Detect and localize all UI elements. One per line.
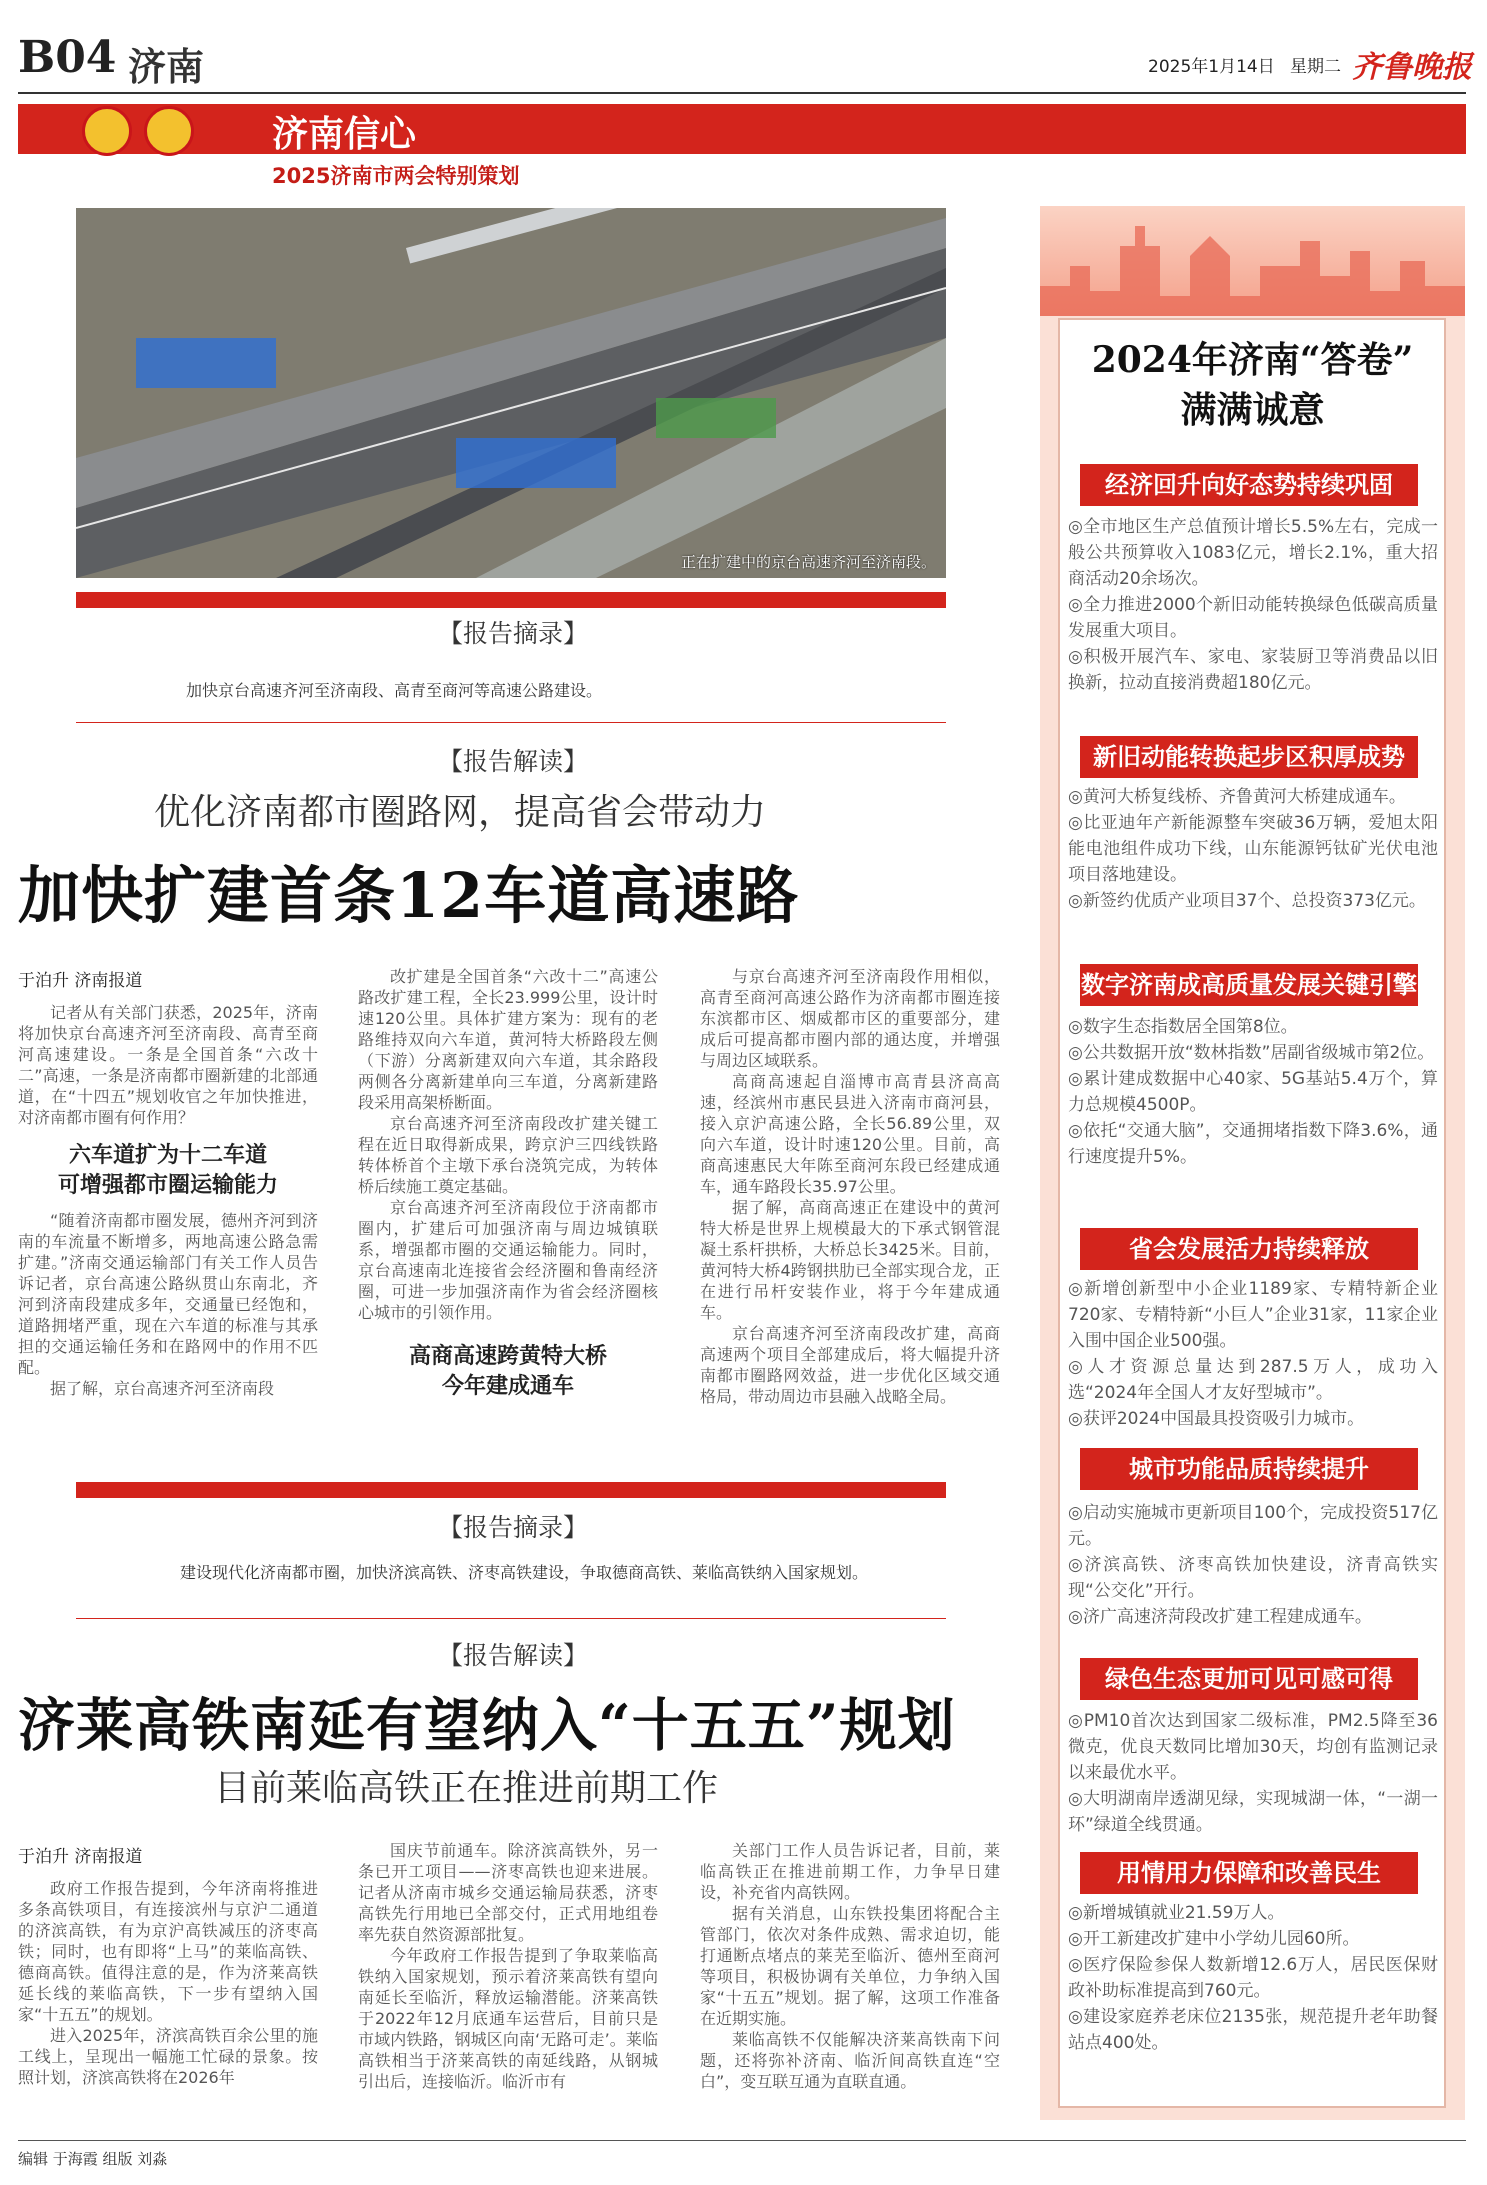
banner-title: 济南信心 <box>272 113 417 155</box>
article-column-3 <box>700 966 1000 1407</box>
sidebar-text: ◎数字生态指数居全国第8位。 ◎公共数据开放“数林指数”居副省级城市第2位。 ◎累计建成数据中心40家、5G基站5.4万个，算力总规模4500P。 ◎依托“交通大脑”，交通拥堵指数下降3.6%，通行速度提升5%。 <box>1068 1017 1438 1167</box>
article-column-2 <box>358 966 658 1401</box>
article-byline: 于泊升 济南报道 <box>18 1847 143 1867</box>
sidebar-heading: 经济回升向好态势持续巩固 <box>1080 464 1418 506</box>
column-subhead: 高商高速跨黄特大桥 今年建成通车 <box>408 1343 607 1399</box>
article-subtitle: 目前莱临高铁正在推进前期工作 <box>214 1768 719 1809</box>
paragraph: 记者从有关部门获悉，2025年，济南将加快京台高速齐河至济南段、高青至商河高速建设。一条是全国首条“六改十二”高速，一条是济南都市圈新建的北部通道，在“十四五”规划收官之年加快推进，对济南都市圈有何作用？ <box>18 1003 318 1127</box>
sidebar-text: ◎全市地区生产总值预计增长5.5%左右，完成一般公共预算收入1083亿元，增长2.1%，重大招商活动20余场次。 ◎全力推进2000个新旧动能转换绿色低碳高质量发展重大项目。 ◎积极开展汽车、家电、家装厨卫等消费品以旧换新，拉动直接消费超180亿元。 <box>1068 517 1438 693</box>
sidebar-text: ◎黄河大桥复线桥、齐鲁黄河大桥建成通车。 ◎比亚迪年产新能源整车突破36万辆，爱旭太阳能电池组件成功下线，山东能源钙钛矿光伏电池项目落地建设。 ◎新签约优质产业项目37个、总投资373亿元。 <box>1068 787 1438 911</box>
thin-rule <box>76 722 946 723</box>
header-rule <box>18 92 1466 94</box>
paragraph: 国庆节前通车。除济滨高铁外，另一条已开工项目——济枣高铁也迎来进展。记者从济南市城乡交通运输局获悉，济枣高铁先行用地已全部交付，正式用地组卷率先获自然资源部批复。 <box>358 1841 658 1944</box>
section-divider-bar <box>76 1482 946 1498</box>
excerpt-label: 【报告摘录】 <box>438 619 589 648</box>
paragraph: 政府工作报告提到，今年济南将推进多条高铁项目，有连接滨州与京沪二通道的济滨高铁，有为京沪高铁减压的济枣高铁；同时，也有即将“上马”的莱临高铁、德商高铁。值得注意的是，作为济莱高铁延长线的莱临高铁，下一步有望纳入国家“十五五”的规划。 <box>18 1879 318 2024</box>
paragraph: 据了解，高商高速正在建设中的黄河特大桥是世界上规模最大的下承式钢管混凝土系杆拱桥，大桥总长3425米。目前，黄河特大桥4跨钢拱肋已全部实现合龙，正在进行吊杆安装作业，将于今年建成通车。 <box>700 1198 1000 1322</box>
section-city: 济南 <box>128 44 205 89</box>
report-excerpt: 建设现代化济南都市圈，加快济滨高铁、济枣高铁建设，争取德商高铁、莱临高铁纳入国家规划。 <box>180 1563 869 1582</box>
interpretation-label: 【报告解读】 <box>438 747 589 776</box>
excerpt-label: 【报告摘录】 <box>438 1513 589 1542</box>
article-subtitle: 优化济南都市圈路网，提高省会带动力 <box>154 792 767 833</box>
sidebar-text: ◎启动实施城市更新项目100个，完成投资517亿元。 ◎济滨高铁、济枣高铁加快建设，济青高铁实现“公交化”开行。 ◎济广高速济菏段改扩建工程建成通车。 <box>1068 1503 1438 1627</box>
paragraph: 京台高速齐河至济南段位于济南都市圈内，扩建后可加强济南与周边城镇联系，增强都市圈的交通运输能力。同时，京台高速南北连接省会经济圈和鲁南经济圈，可进一步加强济南作为省会经济圈核心城市的引领作用。 <box>358 1198 658 1322</box>
paragraph: 进入2025年，济滨高铁百余公里的施工线上，呈现出一幅施工忙碌的景象。按照计划，济滨高铁将在2026年 <box>18 2026 318 2087</box>
sidebar-text: ◎新增城镇就业21.59万人。 ◎开工新建改扩建中小学幼儿园60所。 ◎医疗保险参保人数新增12.6万人，居民医保财政补助标准提高到760元。 ◎建设家庭养老床位2135张，规范提升老年助餐站点400处。 <box>1068 1903 1438 2053</box>
article-headline: 济莱高铁南延有望纳入“十五五”规划 <box>18 1692 956 1759</box>
banner-subtitle: 2025济南市两会特别策划 <box>272 164 520 188</box>
paragraph: 与京台高速齐河至济南段作用相似，高青至商河高速公路作为济南都市圈连接东滨都市区、烟威都市区的重要部分，建成后可提高都市圈内部的通达度，并增强与周边区域联系。 <box>700 967 1000 1070</box>
sidebar-heading: 新旧动能转换起步区积厚成势 <box>1080 736 1418 778</box>
paragraph: 莱临高铁不仅能解决济莱高铁南下问题，还将弥补济南、临沂间高铁直连“空白”，变互联互通为直联直通。 <box>700 2030 1000 2091</box>
paragraph: 京台高速齐河至济南段改扩建关键工程在近日取得新成果，跨京沪三四线铁路转体桥首个主墩下承台浇筑完成，为转体桥后续施工奠定基础。 <box>358 1114 658 1196</box>
paragraph: 据有关消息，山东铁投集团将配合主管部门，依次对条件成熟、需求迫切，能打通断点堵点的莱芜至临沂、德州至商河等项目，积极协调有关单位，力争纳入国家“十五五”规划。据了解，这项工作准备在近期实施。 <box>700 1904 1000 2028</box>
article-column-1 <box>18 1002 318 1399</box>
sidebar-title: 2024年济南“答卷” <box>1091 339 1414 381</box>
footer-rule <box>18 2140 1466 2141</box>
city-skyline-icon <box>1040 206 1465 316</box>
article-byline: 于泊升 济南报道 <box>18 971 143 991</box>
article-column-1 <box>18 1878 318 2088</box>
section-divider-bar <box>76 592 946 608</box>
column-subhead: 六车道扩为十二车道 可增强都市圈运输能力 <box>57 1142 278 1198</box>
article-column-3 <box>700 1840 1000 2092</box>
paragraph: 高商高速起自淄博市高青县济高高速，经滨州市惠民县进入济南市商河县，接入京沪高速公路，全长56.89公里，双向六车道，设计时速120公里。目前，高商高速惠民大年陈至商河东段已经建成通车，通车路段长35.97公里。 <box>700 1072 1000 1196</box>
article-column-2 <box>358 1840 658 2092</box>
sidebar-skyline <box>1040 206 1465 316</box>
feature-banner <box>18 104 1466 154</box>
paragraph: 据了解，京台高速齐河至济南段 <box>50 1379 275 1398</box>
article-headline: 加快扩建首条12车道高速路 <box>18 859 800 932</box>
thin-rule <box>76 1618 946 1619</box>
sidebar-heading: 数字济南成高质量发展关键引擎 <box>1080 964 1418 1006</box>
footer-credits: 编辑 于海霞 组版 刘淼 <box>18 2150 168 2168</box>
sidebar-heading: 省会发展活力持续释放 <box>1080 1228 1418 1270</box>
highway-photo-illustration <box>76 208 946 578</box>
sidebar-text: ◎PM10首次达到国家二级标准，PM2.5降至36微克，优良天数同比增加30天，均创有监测记录以来最优水平。 ◎大明湖南岸透湖见绿，实现城湖一体，“一湖一环”绿道全线贯通。 <box>1068 1711 1438 1835</box>
paragraph: 今年政府工作报告提到了争取莱临高铁纳入国家规划，预示着济莱高铁有望向南延长至临沂，释放运输潜能。济莱高铁于2022年12月底通车运营后，目前只是市域内铁路，钢城区向南‘无路可走’。莱临高铁相当于济莱高铁的南延线路，从钢城引出后，连接临沂。临沂市有 <box>358 1946 658 2091</box>
sidebar-text: ◎新增创新型中小企业1189家、专精特新企业720家、专精特新“小巨人”企业31家，11家企业入围中国企业500强。 ◎人才资源总量达到287.5万人，成功入选“2024年全国人才友好型城市”。 ◎获评2024中国最具投资吸引力城市。 <box>1068 1279 1438 1429</box>
paragraph: 京台高速齐河至济南段改扩建，高商高速两个项目全部建成后，将大幅提升济南都市圈路网效益，进一步优化区域交通格局，带动周边市县融入战略全局。 <box>700 1324 1000 1406</box>
paragraph: 关部门工作人员告诉记者，目前，莱临高铁正在推进前期工作，力争早日建设，补充省内高铁网。 <box>700 1841 1000 1902</box>
sidebar-title-line2: 满满诚意 <box>1180 389 1325 431</box>
national-emblem-icon <box>82 106 132 156</box>
interpretation-label: 【报告解读】 <box>438 1641 589 1670</box>
sidebar-heading: 城市功能品质持续提升 <box>1080 1448 1418 1490</box>
newspaper-logo: 齐鲁晚报 <box>1352 50 1472 85</box>
paragraph: 改扩建是全国首条“六改十二”高速公路改扩建工程，全长23.999公里，设计时速120公里。具体扩建方案为：现有的老路维持双向六车道，黄河特大桥路段左侧（下游）分离新建双向六车道，其余路段两侧各分离新建单向三车道，分离新建路段采用高架桥断面。 <box>358 967 658 1112</box>
sidebar-heading: 绿色生态更加可见可感可得 <box>1080 1658 1418 1700</box>
sidebar-heading: 用情用力保障和改善民生 <box>1080 1852 1418 1894</box>
cppcc-emblem-icon <box>144 106 194 156</box>
highway-photo <box>76 208 946 578</box>
issue-weekday: 星期二 <box>1290 57 1341 77</box>
report-excerpt: 加快京台高速齐河至济南段、高青至商河等高速公路建设。 <box>186 681 603 700</box>
paragraph: “随着济南都市圈发展，德州齐河到济南的车流量不断增多，两地高速公路急需扩建。”济南交通运输部门有关工作人员告诉记者，京台高速公路纵贯山东南北，齐河到济南段建成多年，交通量已经饱和，道路拥堵严重，现在六车道的标准与其承担的交通运输任务和在路网中的作用不匹配。 <box>18 1211 318 1377</box>
photo-caption: 正在扩建中的京台高速齐河至济南段。 <box>680 553 936 571</box>
page-number: B04 <box>18 32 117 83</box>
issue-date: 2025年1月14日 <box>1148 57 1275 77</box>
